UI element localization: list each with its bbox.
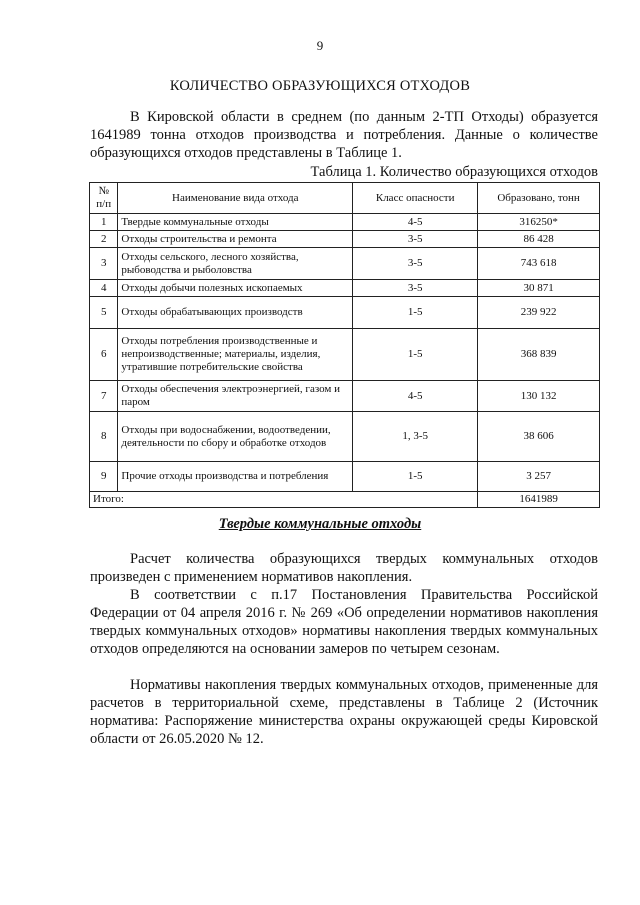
row-num: 9 <box>90 462 118 492</box>
table-caption: Таблица 1. Количество образующихся отходов <box>310 164 598 180</box>
table-row <box>90 248 600 280</box>
header-name: Наименование вида отхода <box>118 183 353 214</box>
row-amount: 30 871 <box>478 280 600 297</box>
row-class: 3-5 <box>353 280 478 297</box>
paragraph-norms: Нормативы накопления твердых коммунальных отходов, примененные для расчетов в территориальной схеме, представлены в Таблице 2 (Источник норматива: Распоряжение министерства охраны окружающей среды Кировской области от 26.05.2020 № 12. <box>90 677 598 747</box>
row-num: 7 <box>90 381 118 412</box>
row-amount: 368 839 <box>478 329 600 381</box>
row-name: Прочие отходы производства и потребления <box>118 462 353 492</box>
row-num: 3 <box>90 248 118 280</box>
row-amount: 316250* <box>478 214 600 231</box>
row-name: Отходы при водоснабжении, водоотведении, деятельности по сбору и обработке отходов <box>118 412 353 462</box>
table-total-row <box>90 492 600 508</box>
total-value: 1641989 <box>478 492 600 508</box>
row-num: 8 <box>90 412 118 462</box>
row-name: Отходы обрабатывающих производств <box>118 297 353 329</box>
row-class: 3-5 <box>353 231 478 248</box>
table-row <box>90 381 600 412</box>
row-name: Отходы строительства и ремонта <box>118 231 353 248</box>
row-name: Отходы добычи полезных ископаемых <box>118 280 353 297</box>
row-class: 4-5 <box>353 214 478 231</box>
paragraph-calculation: Расчет количества образующихся твердых коммунальных отходов произведен с применением нормативов накопления. <box>90 551 598 585</box>
row-amount: 743 618 <box>478 248 600 280</box>
row-class: 1-5 <box>353 329 478 381</box>
table-header-row <box>90 183 600 214</box>
table-row <box>90 280 600 297</box>
row-name: Отходы обеспечения электроэнергией, газом и паром <box>118 381 353 412</box>
row-num: 2 <box>90 231 118 248</box>
row-amount: 239 922 <box>478 297 600 329</box>
row-class: 1-5 <box>353 297 478 329</box>
header-amount: Образовано, тонн <box>478 183 600 214</box>
table-row <box>90 231 600 248</box>
waste-table <box>89 182 600 508</box>
row-name: Отходы сельского, лесного хозяйства, рыбоводства и рыболовства <box>118 248 353 280</box>
page-number: 9 <box>316 38 324 53</box>
header-class: Класс опасности <box>353 183 478 214</box>
row-class: 3-5 <box>353 248 478 280</box>
row-amount: 130 132 <box>478 381 600 412</box>
row-amount: 38 606 <box>478 412 600 462</box>
table-row <box>90 214 600 231</box>
page-heading: КОЛИЧЕСТВО ОБРАЗУЮЩИХСЯ ОТХОДОВ <box>169 78 471 94</box>
row-class: 4-5 <box>353 381 478 412</box>
row-num: 5 <box>90 297 118 329</box>
row-amount: 86 428 <box>478 231 600 248</box>
row-amount: 3 257 <box>478 462 600 492</box>
table-row <box>90 462 600 492</box>
header-num: № п/п <box>90 183 118 214</box>
row-name: Твердые коммунальные отходы <box>118 214 353 231</box>
row-num: 6 <box>90 329 118 381</box>
row-name: Отходы потребления производственные и непроизводственные; материалы, изделия, утратившие потребительские свойства <box>118 329 353 381</box>
table-row <box>90 412 600 462</box>
intro-paragraph: В Кировской области в среднем (по данным 2-ТП Отходы) образуется 1641989 тонна отходов производства и потребления. Данные о количестве образующихся отходов представлены в Таблице 1. <box>90 109 598 161</box>
row-num: 4 <box>90 280 118 297</box>
section-title: Твердые коммунальные отходы <box>218 516 422 532</box>
row-class: 1, 3-5 <box>353 412 478 462</box>
total-label: Итого: <box>90 492 478 508</box>
paragraph-regulation: В соответствии с п.17 Постановления Правительства Российской Федерации от 04 апреля 2016 г. № 269 «Об определении нормативов накопления твердых коммунальных отходов» нормативы накопления твердых коммунальных отходов определяются на основании замеров по четырем сезонам. <box>90 587 598 657</box>
row-num: 1 <box>90 214 118 231</box>
table-row <box>90 329 600 381</box>
row-class: 1-5 <box>353 462 478 492</box>
table-row <box>90 297 600 329</box>
